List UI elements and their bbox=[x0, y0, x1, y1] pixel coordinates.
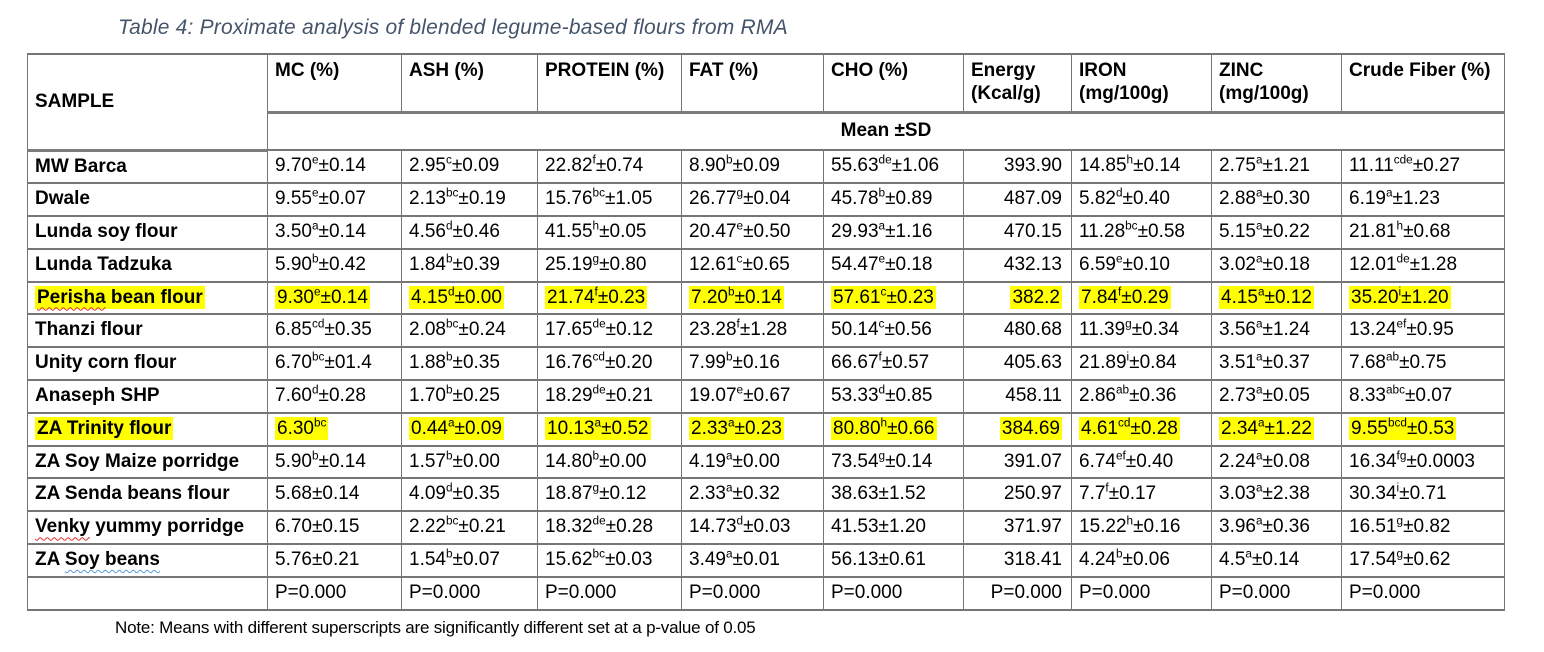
data-cell: 9.70$^e$±0.14 bbox=[268, 150, 402, 183]
data-cell: 14.80$^b$±0.00 bbox=[538, 446, 682, 479]
data-cell: 3.03$^a$±2.38 bbox=[1212, 478, 1342, 511]
p-value-cell: P=0.000 bbox=[682, 577, 824, 610]
sample-cell: Thanzi flour bbox=[28, 314, 268, 347]
p-value-cell: P=0.000 bbox=[268, 577, 402, 610]
data-cell: 2.08$^{bc}$±0.24 bbox=[402, 314, 538, 347]
data-cell: $30.34^i\pm 0.71$ bbox=[1342, 478, 1505, 511]
data-cell: 6.59$^e$±0.10 bbox=[1072, 249, 1212, 282]
spellcheck-squiggle: Soy beans bbox=[64, 549, 160, 571]
data-cell: 5.15$^a$±0.22 bbox=[1212, 216, 1342, 249]
data-cell: 18.32de±0.28 bbox=[538, 511, 682, 544]
column-header-iron: IRON (mg/100g) bbox=[1072, 54, 1212, 113]
data-cell: 2.75$^a$±1.21 bbox=[1212, 150, 1342, 183]
data-cell: 393.90 bbox=[964, 150, 1072, 183]
p-value-cell: P=0.000 bbox=[1072, 577, 1212, 610]
column-header-mc: MC (%) bbox=[268, 54, 402, 113]
data-cell: 4.24$^b$±0.06 bbox=[1072, 544, 1212, 577]
data-cell: 6.19$^a$±1.23 bbox=[1342, 183, 1505, 216]
table-row bbox=[28, 544, 1505, 577]
p-value-row bbox=[28, 577, 1505, 610]
data-cell: 14.73$^d$±0.03 bbox=[682, 511, 824, 544]
data-cell: 9.30$^e$±0.14 bbox=[268, 282, 402, 315]
data-cell: 2.73$^a$±0.05 bbox=[1212, 380, 1342, 413]
column-header-sample: SAMPLE bbox=[28, 54, 268, 150]
data-cell: 3.96$^a$±0.36 bbox=[1212, 511, 1342, 544]
data-cell: 3.49$^a$±0.01 bbox=[682, 544, 824, 577]
data-cell: 7.60$^d$±0.28 bbox=[268, 380, 402, 413]
data-cell: 2.34$^a$±1.22 bbox=[1212, 413, 1342, 446]
data-cell: 45.78$^b$±0.89 bbox=[824, 183, 964, 216]
data-cell: 13.24$^{ef}$±0.95 bbox=[1342, 314, 1505, 347]
data-cell: 7.84$^f$±0.29 bbox=[1072, 282, 1212, 315]
data-cell: 11.11$^{cde}$±0.27 bbox=[1342, 150, 1505, 183]
data-cell: 21.81$^h$±0.68 bbox=[1342, 216, 1505, 249]
spellcheck-squiggle: Venky bbox=[35, 516, 90, 538]
table-row bbox=[28, 249, 1505, 282]
data-cell: 384.69 bbox=[964, 413, 1072, 446]
mean-sd-header: Mean ±SD bbox=[268, 113, 1505, 151]
data-cell: $35.20^i\pm 1.20$ bbox=[1342, 282, 1505, 315]
data-cell: 405.63 bbox=[964, 347, 1072, 380]
data-cell: 53.33$^d$±0.85 bbox=[824, 380, 964, 413]
spellcheck-squiggle: Perisha bbox=[37, 286, 106, 308]
data-cell: 7.7$^f$±0.17 bbox=[1072, 478, 1212, 511]
data-cell: 2.95$^c$±0.09 bbox=[402, 150, 538, 183]
data-cell: 3.50$^a$±0.14 bbox=[268, 216, 402, 249]
data-cell: 470.15 bbox=[964, 216, 1072, 249]
sample-cell: MW Barca bbox=[28, 150, 268, 183]
data-cell: 15.76$^{bc}$±1.05 bbox=[538, 183, 682, 216]
data-cell: 54.47$^e$±0.18 bbox=[824, 249, 964, 282]
table-row bbox=[28, 511, 1505, 544]
column-header-zinc: ZINC (mg/100g) bbox=[1212, 54, 1342, 113]
table-body bbox=[28, 150, 1505, 610]
data-cell: 22.82$^f$±0.74 bbox=[538, 150, 682, 183]
data-cell: 4.09$^d$±0.35 bbox=[402, 478, 538, 511]
sample-cell: Perisha bean flour bbox=[28, 282, 268, 315]
table-row bbox=[28, 413, 1505, 446]
data-cell: 487.09 bbox=[964, 183, 1072, 216]
sample-cell: Dwale bbox=[28, 183, 268, 216]
data-cell: 2.33$^a$±0.23 bbox=[682, 413, 824, 446]
p-value-cell: P=0.000 bbox=[964, 577, 1072, 610]
data-cell: 4.15$^a$±0.12 bbox=[1212, 282, 1342, 315]
table-row bbox=[28, 216, 1505, 249]
data-cell: 4.19$^a$±0.00 bbox=[682, 446, 824, 479]
data-cell: 23.28$^f$±1.28 bbox=[682, 314, 824, 347]
data-cell: 7.20$^b$±0.14 bbox=[682, 282, 824, 315]
header-row bbox=[28, 54, 1505, 113]
data-cell: 6.70$^{bc}$±01.4 bbox=[268, 347, 402, 380]
data-cell: 318.41 bbox=[964, 544, 1072, 577]
data-cell: 3.02$^a$±0.18 bbox=[1212, 249, 1342, 282]
p-value-cell: P=0.000 bbox=[1212, 577, 1342, 610]
table-row bbox=[28, 347, 1505, 380]
data-cell: 21.74$^f$±0.23 bbox=[538, 282, 682, 315]
data-cell: 16.34$^{fg}$±0.0003 bbox=[1342, 446, 1505, 479]
table-row bbox=[28, 282, 1505, 315]
data-cell: 458.11 bbox=[964, 380, 1072, 413]
data-cell: 7.68$^{ab}$±0.75 bbox=[1342, 347, 1505, 380]
data-cell: 4.61$^{cd}$±0.28 bbox=[1072, 413, 1212, 446]
data-cell: 56.13±0.61 bbox=[824, 544, 964, 577]
table-caption: Table 4: Proximate analysis of blended legume-based flours from RMA bbox=[118, 16, 788, 39]
data-cell: 11.28$^{bc}$±0.58 bbox=[1072, 216, 1212, 249]
sample-cell: Lunda soy flour bbox=[28, 216, 268, 249]
data-cell: 1.84$^b$±0.39 bbox=[402, 249, 538, 282]
data-cell: 41.55$^h$±0.05 bbox=[538, 216, 682, 249]
data-cell: 2.24$^a$±0.08 bbox=[1212, 446, 1342, 479]
data-cell: 15.22$^h$±0.16 bbox=[1072, 511, 1212, 544]
data-cell: 382.2 bbox=[964, 282, 1072, 315]
data-cell: 16.51$^g$±0.82 bbox=[1342, 511, 1505, 544]
p-value-cell: P=0.000 bbox=[402, 577, 538, 610]
data-cell: 4.56$^d$±0.46 bbox=[402, 216, 538, 249]
data-cell: 11.39$^g$±0.34 bbox=[1072, 314, 1212, 347]
table-row bbox=[28, 380, 1505, 413]
data-cell: 3.51$^a$±0.37 bbox=[1212, 347, 1342, 380]
data-cell: 2.22$^{bc}$±0.21 bbox=[402, 511, 538, 544]
data-cell: 1.88$^b$±0.35 bbox=[402, 347, 538, 380]
data-cell: 80.80$^h$±0.66 bbox=[824, 413, 964, 446]
sample-cell: ZA Senda beans flour bbox=[28, 478, 268, 511]
data-cell: 9.55$^{bcd}$±0.53 bbox=[1342, 413, 1505, 446]
sample-cell: Anaseph SHP bbox=[28, 380, 268, 413]
data-cell: 1.54$^b$±0.07 bbox=[402, 544, 538, 577]
data-cell: 26.77$^g$±0.04 bbox=[682, 183, 824, 216]
sample-cell: ZA Soy Maize porridge bbox=[28, 446, 268, 479]
data-cell: 41.53±1.20 bbox=[824, 511, 964, 544]
data-cell: 16.76$^{cd}$±0.20 bbox=[538, 347, 682, 380]
data-cell: 371.97 bbox=[964, 511, 1072, 544]
table-note: Note: Means with different superscripts are significantly different set at a p-value of 0.05 bbox=[115, 617, 756, 637]
data-cell: 6.74$^{ef}$±0.40 bbox=[1072, 446, 1212, 479]
data-cell: 66.67$^f$±0.57 bbox=[824, 347, 964, 380]
column-header-ash: ASH (%) bbox=[402, 54, 538, 113]
data-cell: 391.07 bbox=[964, 446, 1072, 479]
data-cell: 6.70±0.15 bbox=[268, 511, 402, 544]
table-row bbox=[28, 183, 1505, 216]
data-cell: 2.33$^a$±0.32 bbox=[682, 478, 824, 511]
column-header-fat: FAT (%) bbox=[682, 54, 824, 113]
data-cell: 18.29de±0.21 bbox=[538, 380, 682, 413]
data-cell: 25.19$^g$±0.80 bbox=[538, 249, 682, 282]
data-cell: 12.01de±1.28 bbox=[1342, 249, 1505, 282]
column-header-energy: Energy (Kcal/g) bbox=[964, 54, 1072, 113]
table-row bbox=[28, 150, 1505, 183]
sample-cell: Unity corn flour bbox=[28, 347, 268, 380]
data-cell: 6.85$^{cd}$±0.35 bbox=[268, 314, 402, 347]
data-cell: 73.54$^g$±0.14 bbox=[824, 446, 964, 479]
data-cell: 9.55$^e$±0.07 bbox=[268, 183, 402, 216]
data-cell: 38.63±1.52 bbox=[824, 478, 964, 511]
sample-cell: ZA Soy beans bbox=[28, 544, 268, 577]
sample-cell: Venky yummy porridge bbox=[28, 511, 268, 544]
table-row bbox=[28, 314, 1505, 347]
sample-cell: Lunda Tadzuka bbox=[28, 249, 268, 282]
data-cell: 10.13$^a$±0.52 bbox=[538, 413, 682, 446]
data-cell: 5.68±0.14 bbox=[268, 478, 402, 511]
data-cell: 1.57$^b$±0.00 bbox=[402, 446, 538, 479]
data-cell: 5.76±0.21 bbox=[268, 544, 402, 577]
data-cell: 17.54$^g$±0.62 bbox=[1342, 544, 1505, 577]
data-cell: 0.44$^a$±0.09 bbox=[402, 413, 538, 446]
data-cell: 57.61$^c$±0.23 bbox=[824, 282, 964, 315]
column-header-cho: CHO (%) bbox=[824, 54, 964, 113]
data-cell: 2.88$^a$±0.30 bbox=[1212, 183, 1342, 216]
data-cell: 2.86$^{ab}$±0.36 bbox=[1072, 380, 1212, 413]
data-cell: 1.70$^b$±0.25 bbox=[402, 380, 538, 413]
data-cell: 6.30$^{bc}$ bbox=[268, 413, 402, 446]
data-cell: 4.15$^d$±0.00 bbox=[402, 282, 538, 315]
data-cell: 5.90$^b$±0.14 bbox=[268, 446, 402, 479]
p-value-cell: P=0.000 bbox=[538, 577, 682, 610]
p-value-cell: P=0.000 bbox=[1342, 577, 1505, 610]
data-cell: 432.13 bbox=[964, 249, 1072, 282]
empty-sample-cell bbox=[28, 577, 268, 610]
data-cell: 3.56$^a$±1.24 bbox=[1212, 314, 1342, 347]
data-cell: 55.63de±1.06 bbox=[824, 150, 964, 183]
column-header-crude-fiber: Crude Fiber (%) bbox=[1342, 54, 1505, 113]
sample-cell: ZA Trinity flour bbox=[28, 413, 268, 446]
data-cell: 250.97 bbox=[964, 478, 1072, 511]
proximate-analysis-table bbox=[27, 53, 1505, 611]
data-cell: 29.93$^a$±1.16 bbox=[824, 216, 964, 249]
data-cell: 480.68 bbox=[964, 314, 1072, 347]
data-cell: 12.61$^c$±0.65 bbox=[682, 249, 824, 282]
data-cell: 4.5$^a$±0.14 bbox=[1212, 544, 1342, 577]
data-cell: 50.14$^c$±0.56 bbox=[824, 314, 964, 347]
data-cell: $21.89^i\pm 0.84$ bbox=[1072, 347, 1212, 380]
data-cell: 15.62$^{bc}$±0.03 bbox=[538, 544, 682, 577]
table-row bbox=[28, 446, 1505, 479]
data-cell: 20.47$^e$±0.50 bbox=[682, 216, 824, 249]
p-value-cell: P=0.000 bbox=[824, 577, 964, 610]
data-cell: 18.87$^g$±0.12 bbox=[538, 478, 682, 511]
data-cell: 17.65de±0.12 bbox=[538, 314, 682, 347]
data-cell: 8.90$^b$±0.09 bbox=[682, 150, 824, 183]
data-cell: 14.85$^h$±0.14 bbox=[1072, 150, 1212, 183]
data-cell: 19.07$^e$±0.67 bbox=[682, 380, 824, 413]
data-cell: 8.33$^{abc}$±0.07 bbox=[1342, 380, 1505, 413]
data-cell: 5.90$^b$±0.42 bbox=[268, 249, 402, 282]
column-header-protein: PROTEIN (%) bbox=[538, 54, 682, 113]
data-cell: 5.82$^d$±0.40 bbox=[1072, 183, 1212, 216]
data-cell: 7.99$^b$±0.16 bbox=[682, 347, 824, 380]
data-cell: 2.13$^{bc}$±0.19 bbox=[402, 183, 538, 216]
table-row bbox=[28, 478, 1505, 511]
